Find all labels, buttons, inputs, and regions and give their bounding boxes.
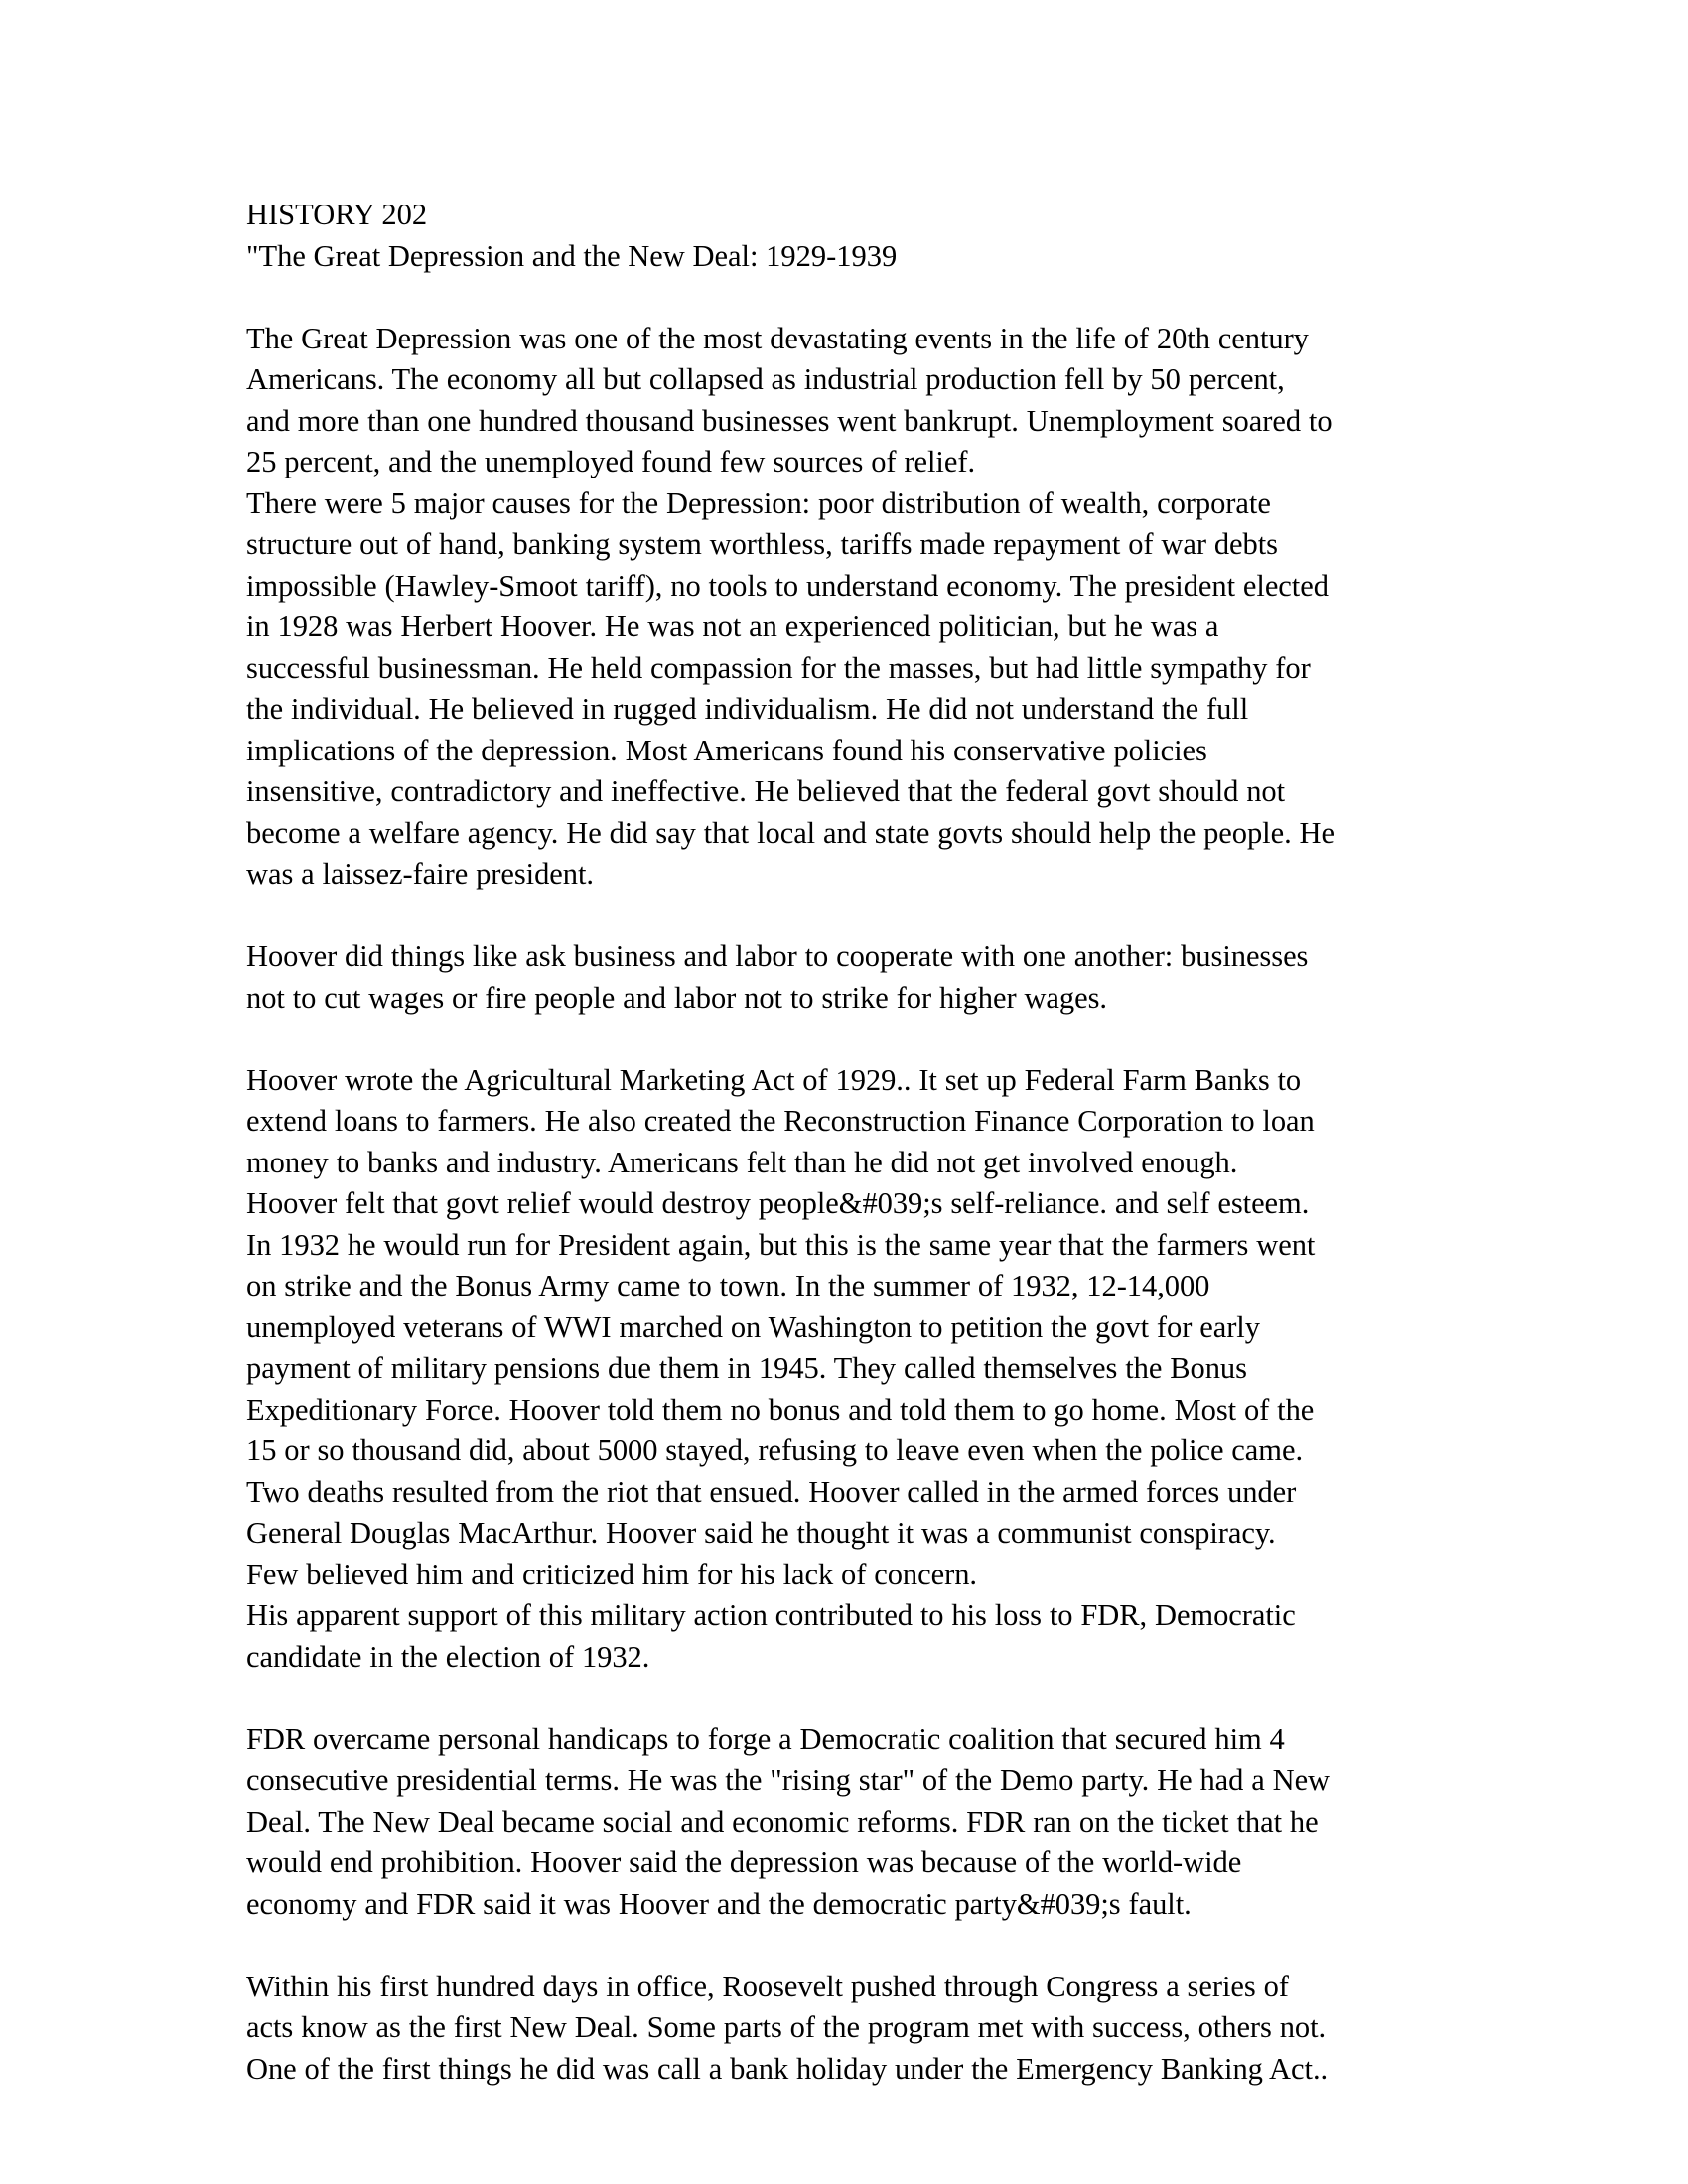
paragraph-spacer xyxy=(246,1678,1438,1719)
text-line: unemployed veterans of WWI marched on Washington to petition the govt for early xyxy=(246,1309,1260,1344)
text-line: General Douglas MacArthur. Hoover said he thought it was a communist conspiracy. xyxy=(246,1516,1276,1550)
text-line: One of the first things he did was call a bank holiday under the Emergency Banking Act.. xyxy=(246,2051,1329,2086)
blank-line xyxy=(246,1678,1438,1719)
text-line: Few believed him and criticized him for his lack of concern. xyxy=(246,1557,977,1591)
text-line: would end prohibition. Hoover said the depression was because of the world-wide xyxy=(246,1845,1242,1879)
text-line: Two deaths resulted from the riot that ensued. Hoover called in the armed forces under xyxy=(246,1474,1297,1509)
text-line: The Great Depression was one of the most devastating events in the life of 20th century xyxy=(246,321,1309,355)
text-line: on strike and the Bonus Army came to town. In the summer of 1932, 12-14,000 xyxy=(246,1269,1210,1302)
text-line: Expeditionary Force. Hoover told them no bonus and told them to go home. Most of the xyxy=(246,1392,1315,1427)
text-line: implications of the depression. Most Americans found his conservative policies xyxy=(246,733,1207,767)
text-line: structure out of hand, banking system worthless, tariffs made repayment of war debts xyxy=(246,527,1278,561)
blank-line xyxy=(246,895,1438,937)
text-line: payment of military pensions due them in 1945. They called themselves the Bonus xyxy=(246,1351,1247,1385)
text-line: consecutive presidential terms. He was the "rising star" of the Demo party. He had a New xyxy=(246,1763,1331,1797)
document-paragraph xyxy=(246,936,1438,1019)
text-line: FDR overcame personal handicaps to forge a Democratic coalition that secured him 4 xyxy=(246,1721,1285,1756)
blank-line xyxy=(246,1019,1438,1060)
course-code-line: HISTORY 202 xyxy=(246,198,428,231)
text-line: acts know as the first New Deal. Some parts of the program met with success, others not. xyxy=(246,2010,1327,2044)
paragraph-spacer xyxy=(246,1925,1438,1967)
text-line: and more than one hundred thousand businesses went bankrupt. Unemployment soared to xyxy=(246,403,1333,438)
paragraph-spacer xyxy=(246,895,1438,937)
blank-line xyxy=(246,277,1438,319)
paragraph-spacer xyxy=(246,277,1438,319)
document-paragraph xyxy=(246,1060,1438,1596)
text-line: was a laissez-faire president. xyxy=(246,857,594,890)
paragraph-spacer xyxy=(246,1019,1438,1060)
text-line: His apparent support of this military action contributed to his loss to FDR, Democratic xyxy=(246,1598,1296,1632)
document-paragraph xyxy=(246,483,1438,895)
text-line: Hoover did things like ask business and labor to cooperate with one another: businesses xyxy=(246,939,1309,973)
document-paragraph xyxy=(246,1595,1438,1678)
text-line: money to banks and industry. Americans felt than he did not get involved enough. xyxy=(246,1145,1238,1179)
text-line: impossible (Hawley-Smoot tariff), no tools to understand economy. The president elected xyxy=(246,568,1329,603)
text-line: extend loans to farmers. He also created the Reconstruction Finance Corporation to loan xyxy=(246,1104,1315,1138)
text-line: 15 or so thousand did, about 5000 stayed, refusing to leave even when the police came. xyxy=(246,1433,1304,1467)
document-title-line: "The Great Depression and the New Deal: 1929-1939 xyxy=(246,238,898,273)
text-line: become a welfare agency. He did say that local and state govts should help the people. He xyxy=(246,815,1335,850)
text-line: Americans. The economy all but collapsed as industrial production fell by 50 percent, xyxy=(246,362,1285,396)
text-line: insensitive, contradictory and ineffective. He believed that the federal govt should not xyxy=(246,774,1286,808)
text-line: not to cut wages or fire people and labor not to strike for higher wages. xyxy=(246,980,1108,1015)
text-line: Within his first hundred days in office, Roosevelt pushed through Congress a series of xyxy=(246,1969,1289,2003)
document-paragraph xyxy=(246,1967,1438,2091)
text-line: There were 5 major causes for the Depression: poor distribution of wealth, corporate xyxy=(246,485,1271,520)
text-line: candidate in the election of 1932. xyxy=(246,1639,650,1674)
document-paragraph xyxy=(246,319,1438,483)
blank-line xyxy=(246,1925,1438,1967)
text-line: successful businessman. He held compassion for the masses, but had little sympathy for xyxy=(246,650,1311,685)
document-text-column xyxy=(246,195,1438,2090)
text-line: 25 percent, and the unemployed found few sources of relief. xyxy=(246,445,976,478)
document-paragraph xyxy=(246,1719,1438,1926)
text-line: economy and FDR said it was Hoover and the democratic party&#039;s fault. xyxy=(246,1886,1192,1921)
text-line: In 1932 he would run for President again, but this is the same year that the farmers went xyxy=(246,1227,1316,1262)
text-line: Hoover wrote the Agricultural Marketing Act of 1929.. It set up Federal Farm Banks to xyxy=(246,1062,1302,1097)
document-heading-block xyxy=(246,195,1438,277)
text-line: in 1928 was Herbert Hoover. He was not an experienced politician, but he was a xyxy=(246,610,1219,643)
text-line: Deal. The New Deal became social and economic reforms. FDR ran on the ticket that he xyxy=(246,1804,1319,1839)
text-line: the individual. He believed in rugged individualism. He did not understand the full xyxy=(246,692,1249,726)
text-line: Hoover felt that govt relief would destroy people&#039;s self-reliance. and self esteem. xyxy=(246,1186,1310,1220)
